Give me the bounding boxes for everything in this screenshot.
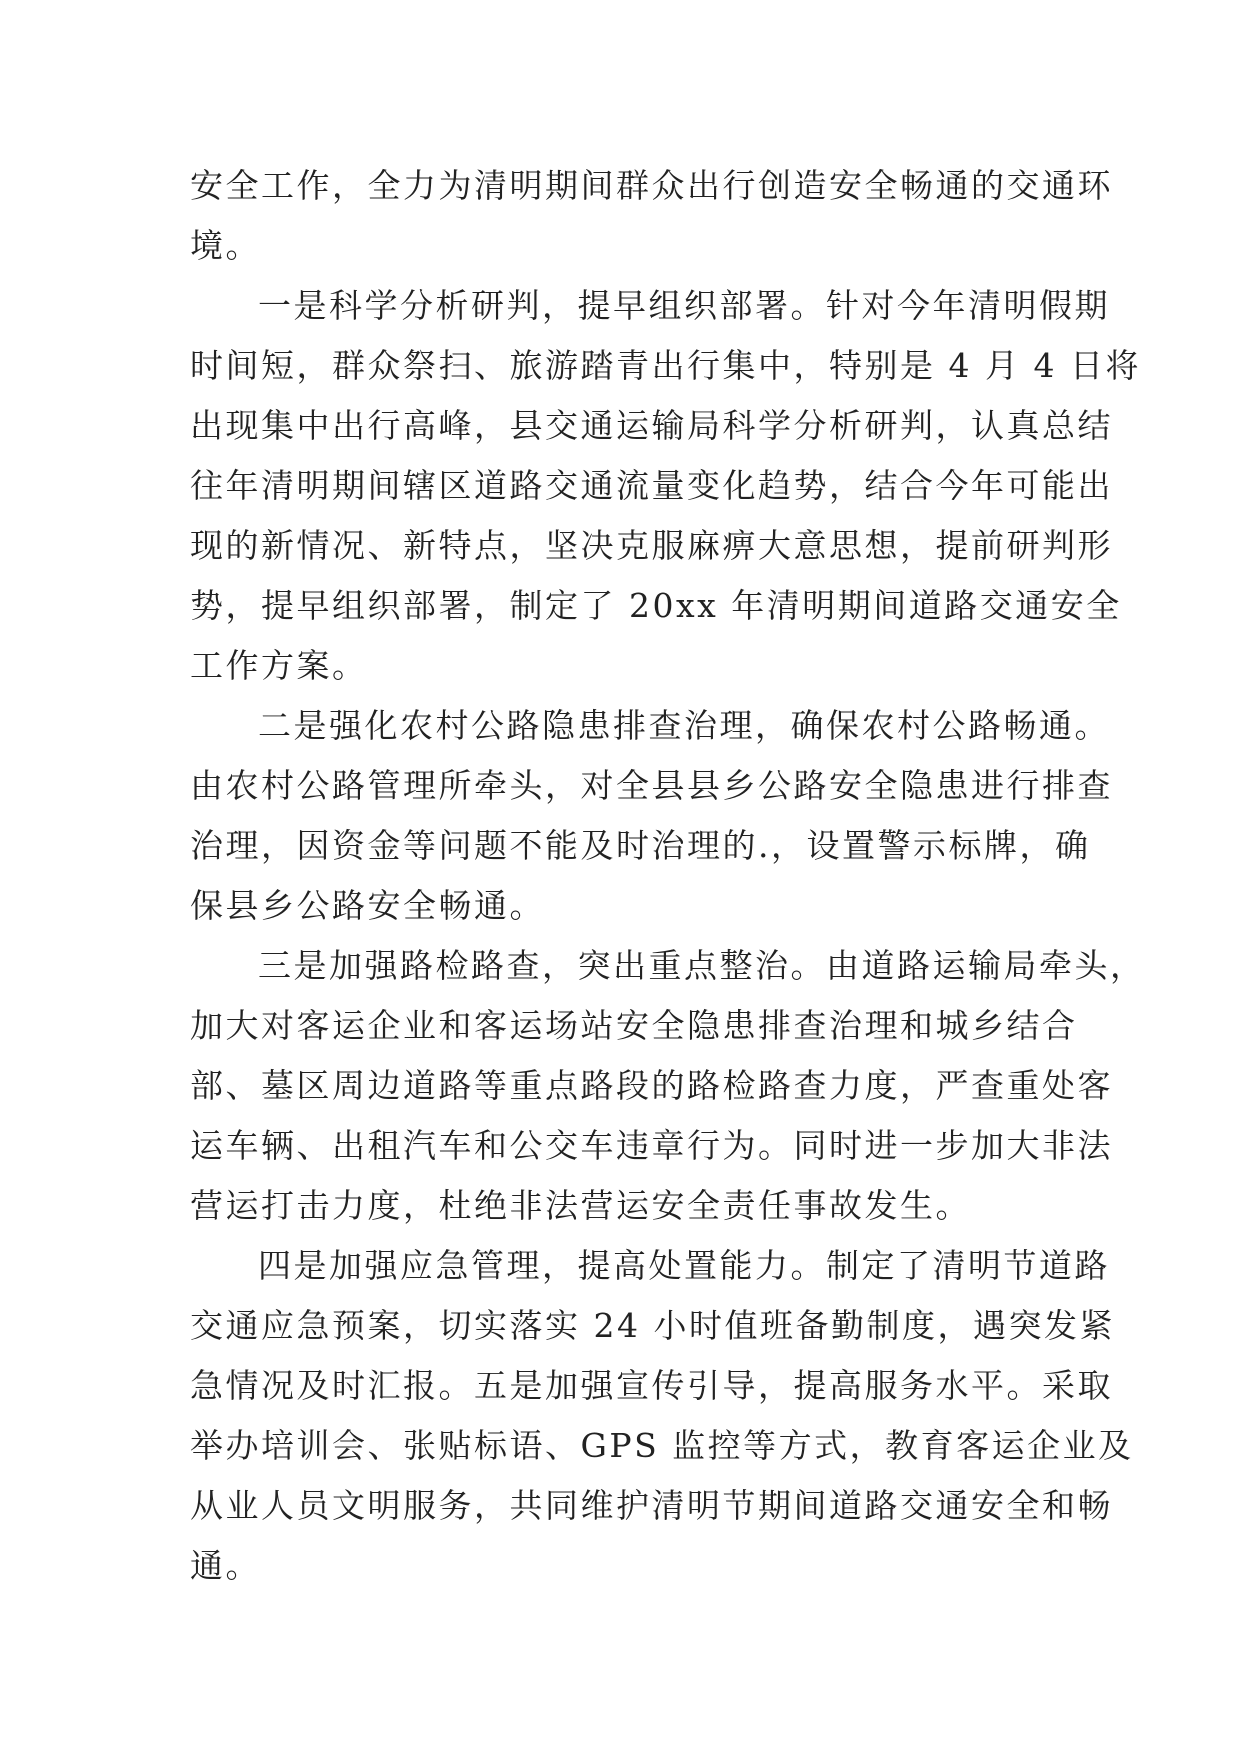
text-line: 交通应急预案，切实落实 24 小时值班备勤制度，遇突发紧 bbox=[190, 1306, 1115, 1345]
text-line: 营运打击力度，杜绝非法营运安全责任事故发生。 bbox=[190, 1186, 971, 1225]
text-line: 急情况及时汇报。五是加强宣传引导，提高服务水平。采取 bbox=[190, 1366, 1113, 1405]
text-line: 运车辆、出租汽车和公交车违章行为。同时进一步加大非法 bbox=[190, 1126, 1113, 1165]
text-line: 四是加强应急管理，提高处置能力。制定了清明节道路 bbox=[258, 1246, 1110, 1285]
text-line: 往年清明期间辖区道路交通流量变化趋势，结合今年可能出 bbox=[190, 466, 1113, 505]
text-line: 由农村公路管理所牵头，对全县县乡公路安全隐患进行排查 bbox=[190, 766, 1113, 805]
paragraph-3 bbox=[190, 696, 1113, 936]
text-line: 部、墓区周边道路等重点路段的路检路查力度，严查重处客 bbox=[190, 1066, 1113, 1105]
paragraph-4 bbox=[190, 936, 1146, 1236]
text-line: 境。 bbox=[190, 226, 261, 265]
text-line: 工作方案。 bbox=[190, 646, 368, 685]
text-line: 势，提早组织部署，制定了 20xx 年清明期间道路交通安全 bbox=[190, 586, 1122, 625]
text-line: 治理，因资金等问题不能及时治理的.，设置警示标牌，确 bbox=[190, 826, 1091, 865]
text-line: 从业人员文明服务，共同维护清明节期间道路交通安全和畅 bbox=[190, 1486, 1113, 1525]
text-line: 安全工作，全力为清明期间群众出行创造安全畅通的交通环 bbox=[190, 166, 1113, 205]
paragraph-2 bbox=[190, 276, 1141, 696]
text-line: 时间短，群众祭扫、旅游踏青出行集中，特别是 4 月 4 日将 bbox=[190, 346, 1141, 385]
paragraph-5 bbox=[190, 1236, 1134, 1596]
text-line: 举办培训会、张贴标语、GPS 监控等方式，教育客运企业及 bbox=[190, 1426, 1134, 1465]
text-line: 现的新情况、新特点，坚决克服麻痹大意思想，提前研判形 bbox=[190, 526, 1113, 565]
document-body bbox=[190, 156, 1146, 1596]
text-line: 一是科学分析研判，提早组织部署。针对今年清明假期 bbox=[258, 286, 1110, 325]
paragraph-1 bbox=[190, 156, 1113, 276]
text-line: 加大对客运企业和客运场站安全隐患排查治理和城乡结合 bbox=[190, 1006, 1078, 1045]
text-line: 通。 bbox=[190, 1546, 261, 1585]
text-line: 二是强化农村公路隐患排查治理，确保农村公路畅通。 bbox=[258, 706, 1110, 745]
text-line: 出现集中出行高峰，县交通运输局科学分析研判，认真总结 bbox=[190, 406, 1113, 445]
text-line: 保县乡公路安全畅通。 bbox=[190, 886, 545, 925]
text-line: 三是加强路检路查，突出重点整治。由道路运输局牵头， bbox=[258, 946, 1146, 985]
